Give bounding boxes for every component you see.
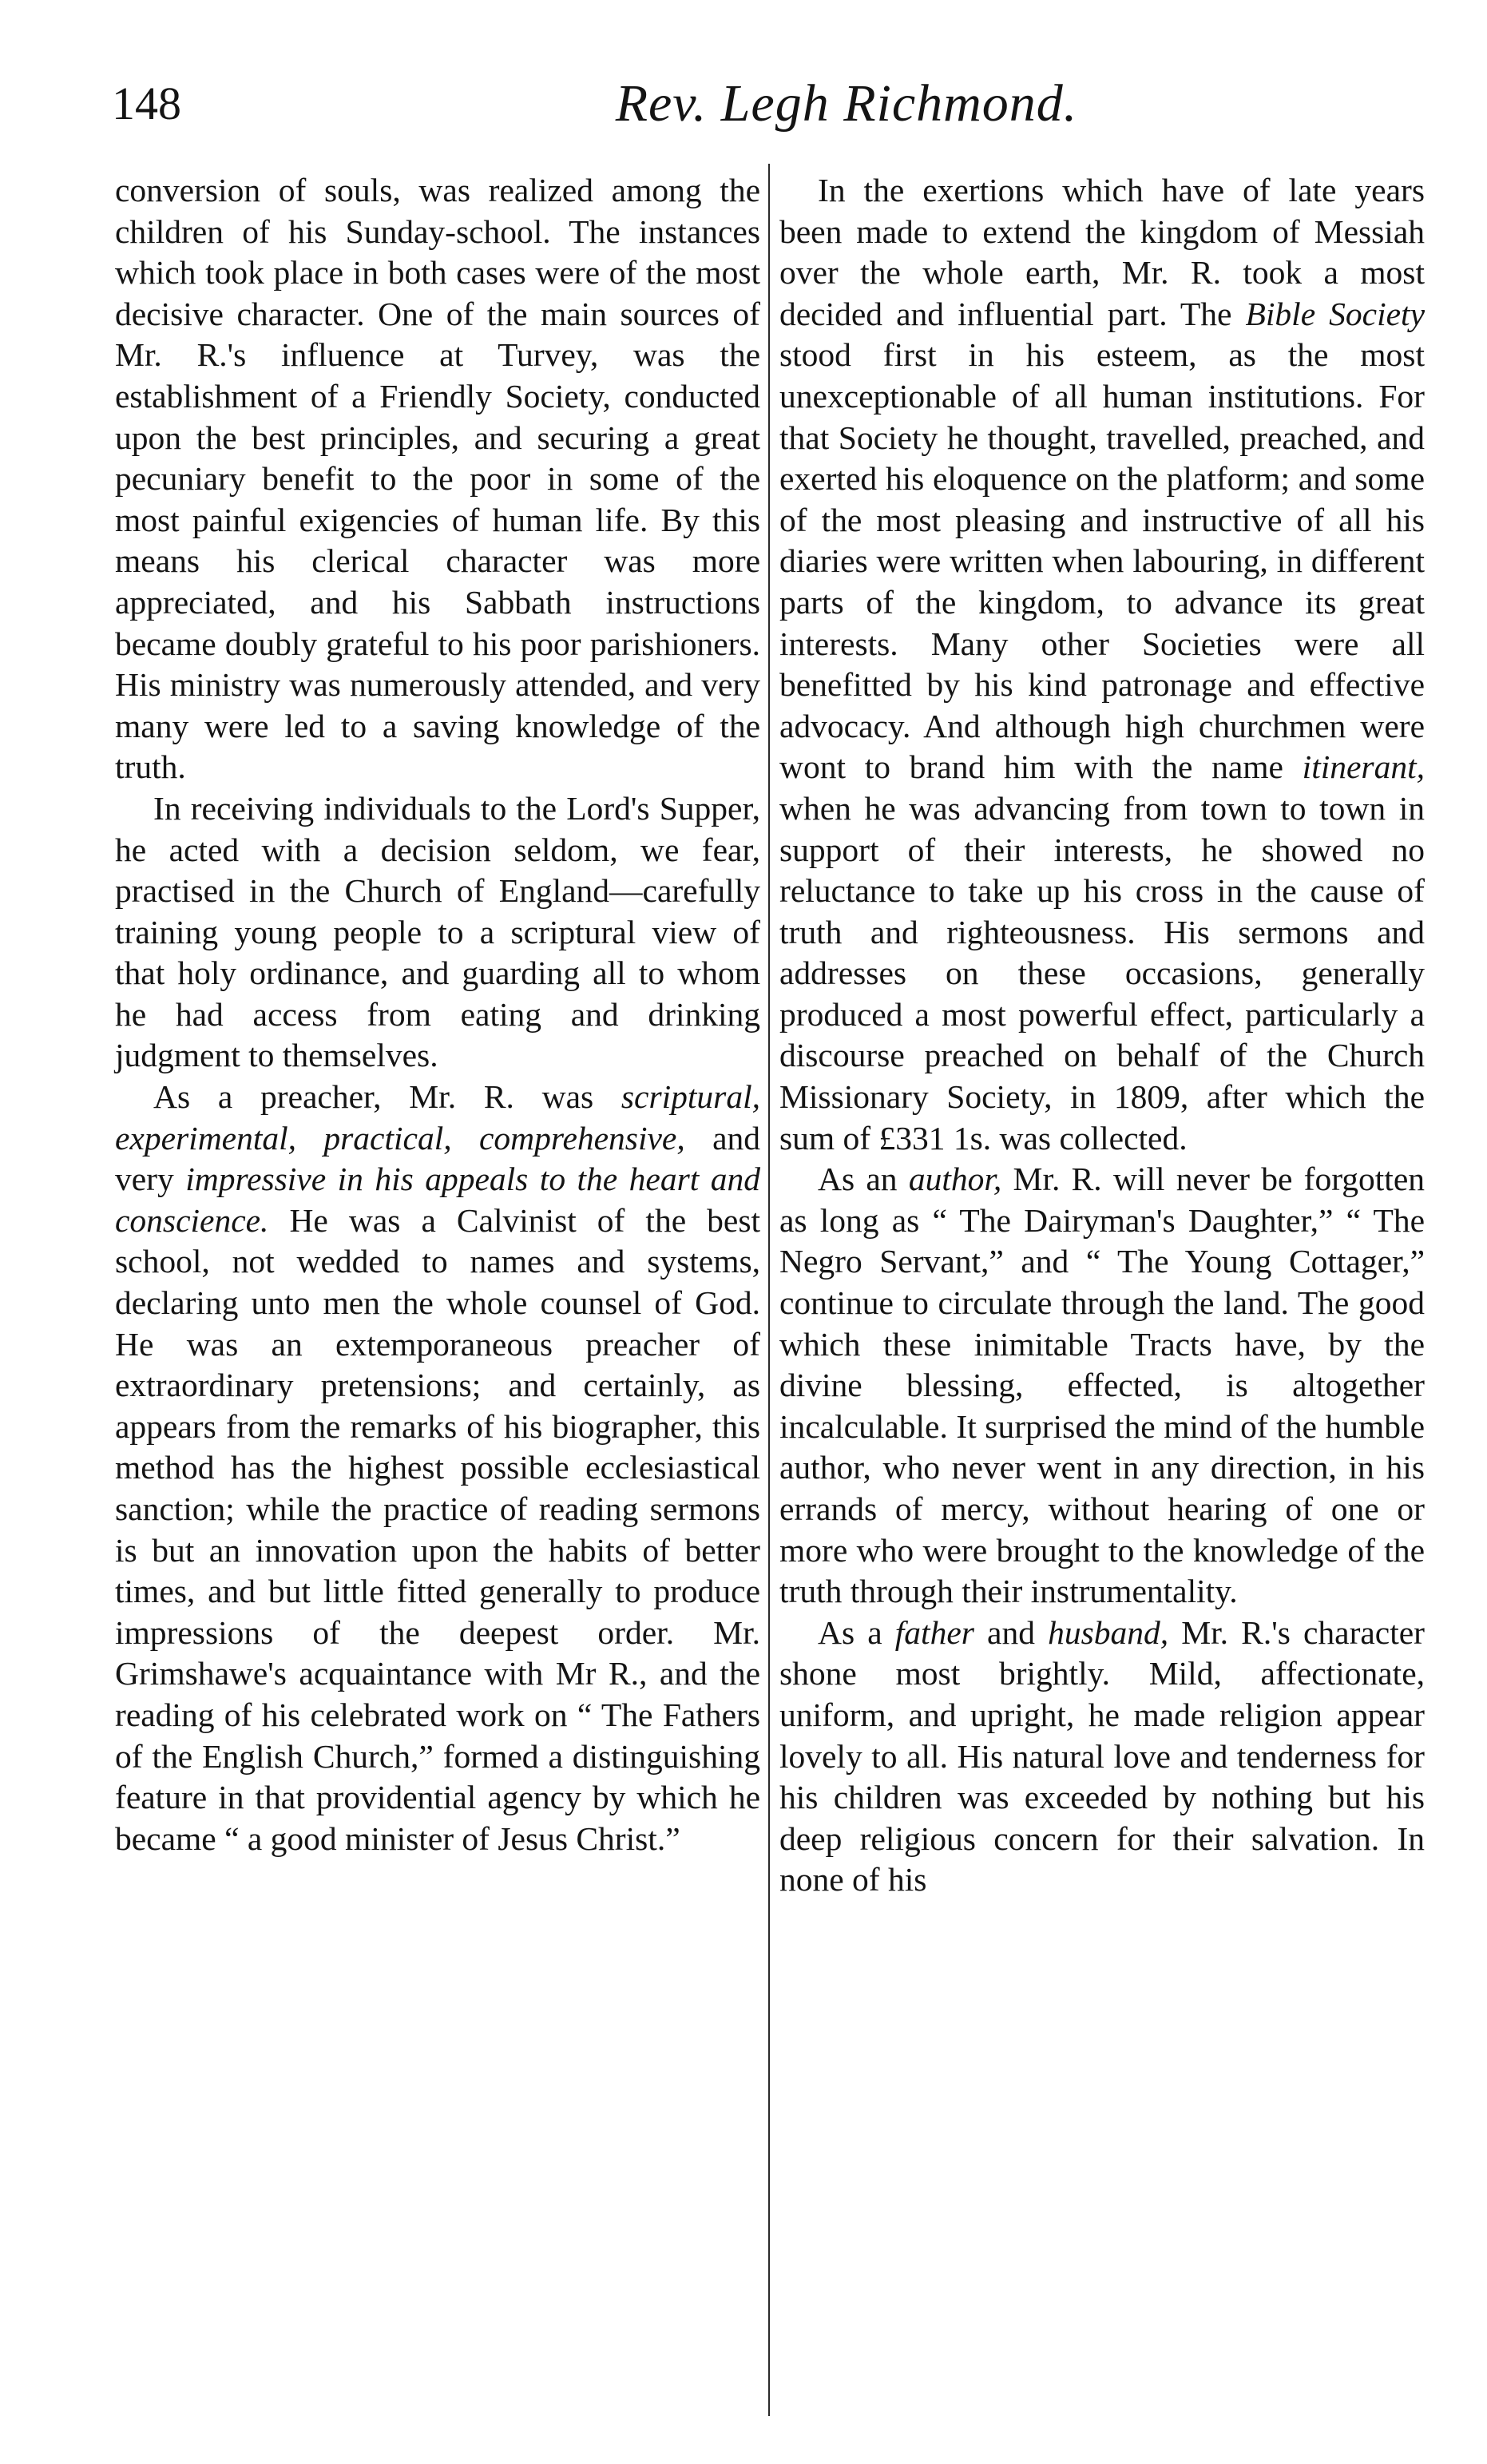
running-title: Rev. Legh Richmond. xyxy=(615,74,1078,133)
italic-run: Bible Society xyxy=(1245,295,1425,332)
right-paragraph-2 xyxy=(779,1159,1425,1613)
text-run: He was a Calvinist of the best school, not wedded to names and systems, declaring unto men the whole counsel of God. He was an extemporaneous preacher of extraordinary pretensions; and certainly, as appears from the remarks of his biographer, this method has the highest possible ecclesiastical sanction; while the practice of reading sermons is but an innovation upon the habits of better times, and but little fitted generally to produce impressions of the deepest order. Mr. Grimshawe's acquaintance with Mr R., and the reading of his celebrated work on “ The Fathers of the English Church,” formed a distinguishing feature in that providential agency by which he became “ a good minister of Jesus Christ.” xyxy=(115,1201,760,1857)
page-number: 148 xyxy=(112,77,181,129)
text-run: Mr. R. will never be forgotten as long as “ The Dairyman's Daughter,” “ The Negro Servant,” and “ The Young Cottager,” continue to circulate through the land. The good which these inimitable Tracts have, by the divine blessing, effected, is altogether incalculable. It surprised the mind of the humble author, who never went in any direction, in his errands of mercy, without hearing of one or more who were brought to the knowledge of the truth through their instrumentality. xyxy=(779,1161,1425,1610)
text-run: and xyxy=(973,1613,1049,1651)
left-column xyxy=(115,170,760,1859)
text-run: when he was advancing from town to town in support of their interests, he showed no reluctance to take up his cross in the cause of truth and righteousness. His sermons and addresses on these occasions, generally produced a most powerful effect, particularly a discourse preached on behalf of the Church Missionary Society, in 1809, after which the sum of £331 1s. was collected. xyxy=(779,789,1425,1157)
text-run: As a preacher, Mr. R. was xyxy=(153,1078,621,1116)
text-run: As a xyxy=(818,1613,895,1651)
right-column xyxy=(779,170,1425,1901)
italic-run: husband, xyxy=(1048,1613,1169,1651)
italic-run: author, xyxy=(908,1161,1002,1198)
right-paragraph-3 xyxy=(779,1613,1425,1901)
left-paragraph-3 xyxy=(115,1077,760,1859)
italic-run: impressive in his appeals to the heart and conscience. xyxy=(115,1161,760,1239)
text-run: In the exertions which have of late years been made to extend the kingdom of Messiah over the whole earth, Mr. R. took a most decided and influential part. The xyxy=(779,172,1425,332)
left-paragraph-1: conversion of souls, was realized among the children of his Sunday-school. The instances which took place in both cases were of the most decisive character. One of the main sources of Mr. R.'s influence at Turvey, was the establishment of a Friendly Society, conducted upon the best principles, and securing a great pecuniary benefit to the poor in some of the most painful exigencies of human life. By this means his clerical character was more appreciated, and his Sabbath instructions became doubly grateful to his poor parishioners. His ministry was numerously attended, and very many were led to a saving knowledge of the truth. xyxy=(115,172,760,786)
italic-run: scriptural, experimental, practical, comprehensive, xyxy=(115,1078,760,1157)
text-run: and very xyxy=(115,1119,760,1198)
text-run: stood first in his esteem, as the most unexceptionable of all human institutions. For that Society he thought, travelled, preached, and exerted his eloquence on the platform; and some of the most pleasing and instructive of all his diaries were written when labouring, in different parts of the kingdom, to advance its great interests. Many other Societies were all benefitted by his kind patronage and effective advocacy. And although high churchmen were wont to brand him with the name xyxy=(779,336,1425,786)
text-run: As an xyxy=(818,1161,909,1198)
left-paragraph-2: In receiving individuals to the Lord's Supper, he acted with a decision seldom, we fear, practised in the Church of England—carefully training young people to a scriptural view of that holy ordinance, and guarding all to whom he had access from eating and drinking judgment to themselves. xyxy=(115,789,760,1074)
text-run: Mr. R.'s character shone most brightly. Mild, affectionate, uniform, and upright, he made religion appear lovely to all. His natural love and tenderness for his children was exceeded by nothing but his deep religious concern for their salvation. In none of his xyxy=(779,1613,1425,1899)
italic-run: itinerant, xyxy=(1302,748,1425,786)
right-paragraph-1 xyxy=(779,170,1425,1159)
italic-run: father xyxy=(894,1613,974,1651)
column-divider xyxy=(768,164,770,2416)
page-header xyxy=(112,72,1422,152)
